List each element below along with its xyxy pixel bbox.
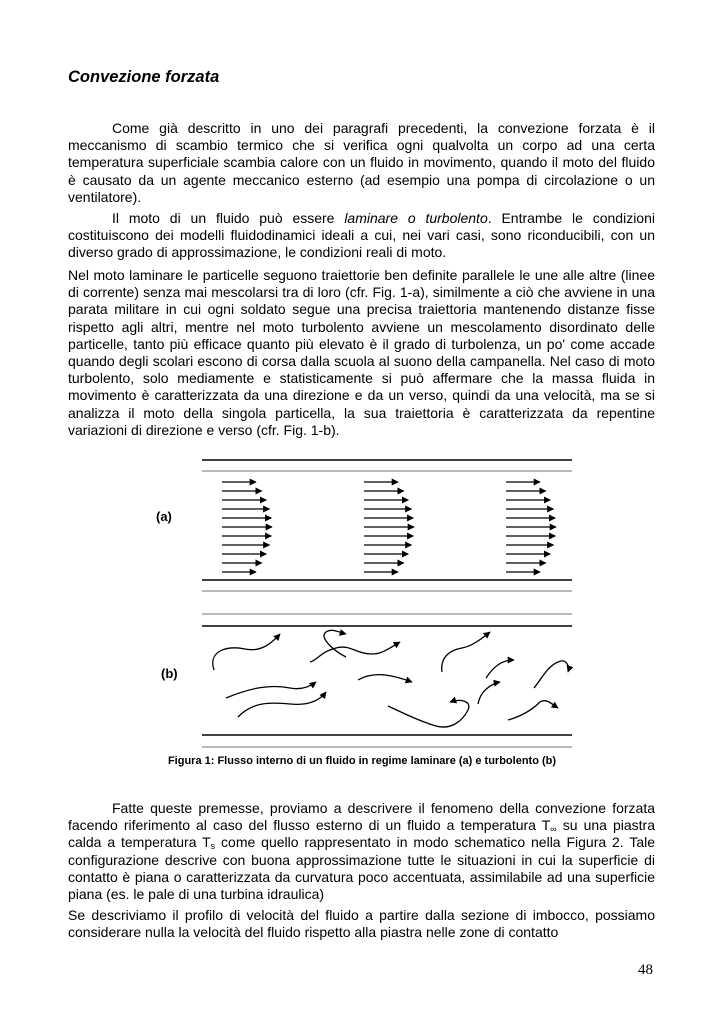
t-infinity-subscript: ∞ bbox=[550, 824, 557, 835]
page-number: 48 bbox=[638, 962, 653, 978]
paragraph-4-part-1: Fatte queste premesse, proviamo a descrivere il fenomeno della convezione forzata facendo riferimento al caso del flusso esterno di un fluido a temperatura T bbox=[68, 800, 655, 834]
turbulent-path bbox=[226, 682, 316, 698]
turbulent-path bbox=[238, 692, 326, 717]
turbulent-flow-diagram bbox=[161, 614, 572, 747]
laminar-flow-diagram bbox=[156, 460, 572, 591]
figure-label-a: (a) bbox=[156, 509, 172, 524]
turbulent-path bbox=[213, 634, 280, 670]
ts-subscript: s bbox=[210, 841, 216, 852]
turbulent-path bbox=[324, 630, 346, 657]
turbulent-path bbox=[478, 682, 500, 704]
section-heading: Convezione forzata bbox=[68, 68, 220, 86]
paragraph-4-part-2: su una piastra calda a temperatura T bbox=[68, 817, 655, 851]
paragraph-2 bbox=[68, 210, 655, 262]
turbulent-path bbox=[310, 642, 400, 662]
turbulent-path bbox=[508, 701, 558, 720]
flow-figure bbox=[150, 452, 580, 752]
turbulent-path bbox=[388, 700, 469, 727]
turbulent-path bbox=[534, 661, 569, 688]
turbulent-path bbox=[486, 660, 514, 678]
turbulent-path bbox=[358, 675, 412, 682]
figure-caption: Figura 1: Flusso interno di un fluido in regime laminare (a) e turbolento (b) bbox=[167, 755, 557, 767]
paragraph-2-end: . Entrambe le condizioni costituiscono dei modelli fluidodinamici ideali a cui, nei vari casi, sono riconducibili, con un diverso grado di approssimazione, le condizioni reali di moto. bbox=[68, 210, 655, 261]
paragraph-2-emphasis: laminare o turbolento bbox=[344, 210, 488, 226]
paragraph-4-part-3: come quello rappresentato in modo schematico nella Figura 2. Tale configurazione descrive con buona approssimazione tutte le situazioni in cui la superficie di contatto è piana o caratterizzata da curvatura poco accentuata, assimilabile ad una superficie piana (es. le pale di una turbina idraulica) bbox=[68, 834, 655, 903]
figure-label-b: (b) bbox=[161, 666, 178, 681]
paragraph-1: Come già descritto in uno dei paragrafi precedenti, la convezione forzata è il meccanismo di scambio termico che si verifica ogni qualvolta un corpo ad una certa temperatura superficiale scambia calore con un fluido in movimento, quando il moto del fluido è causato da un agente meccanico esterno (ad esempio una pompa di circolazione o un ventilatore). bbox=[68, 120, 655, 205]
paragraph-2-start: Il moto di un fluido può essere bbox=[112, 210, 345, 226]
paragraph-3: Nel moto laminare le particelle seguono traiettorie ben definite parallele le une alle altre (linee di corrente) senza mai mescolarsi tra di loro (cfr. Fig. 1-a), similmente a ciò che avviene in una parata militare in cui ogni soldato segue una precisa traiettoria mantenendo distanze fisse rispetto agli altri, mentre nel moto turbolento avviene un mescolamento disordinato delle particelle, tanto più efficace quanto più elevato è il grado di turbolenza, un po' come accade quando degli scolari escono di corsa dalla scuola al suono della campanella. Nel caso di moto turbolento, solo mediamente e statisticamente si può affermare che la massa fluida in movimento è caratterizzata da una direzione e da un verso, quindi da una velocità, ma se si analizza il moto della singola particella, la sua traiettoria è caratterizzata da repentine variazioni di direzione e verso (cfr. Fig. 1-b). bbox=[68, 267, 655, 438]
paragraph-5: Se descriviamo il profilo di velocità del fluido a partire dalla sezione di imbocco, possiamo considerare nulla la velocità del fluido rispetto alla piastra nelle zone di contatto bbox=[68, 907, 655, 941]
paragraph-4 bbox=[68, 800, 655, 903]
turbulent-path bbox=[442, 632, 490, 672]
